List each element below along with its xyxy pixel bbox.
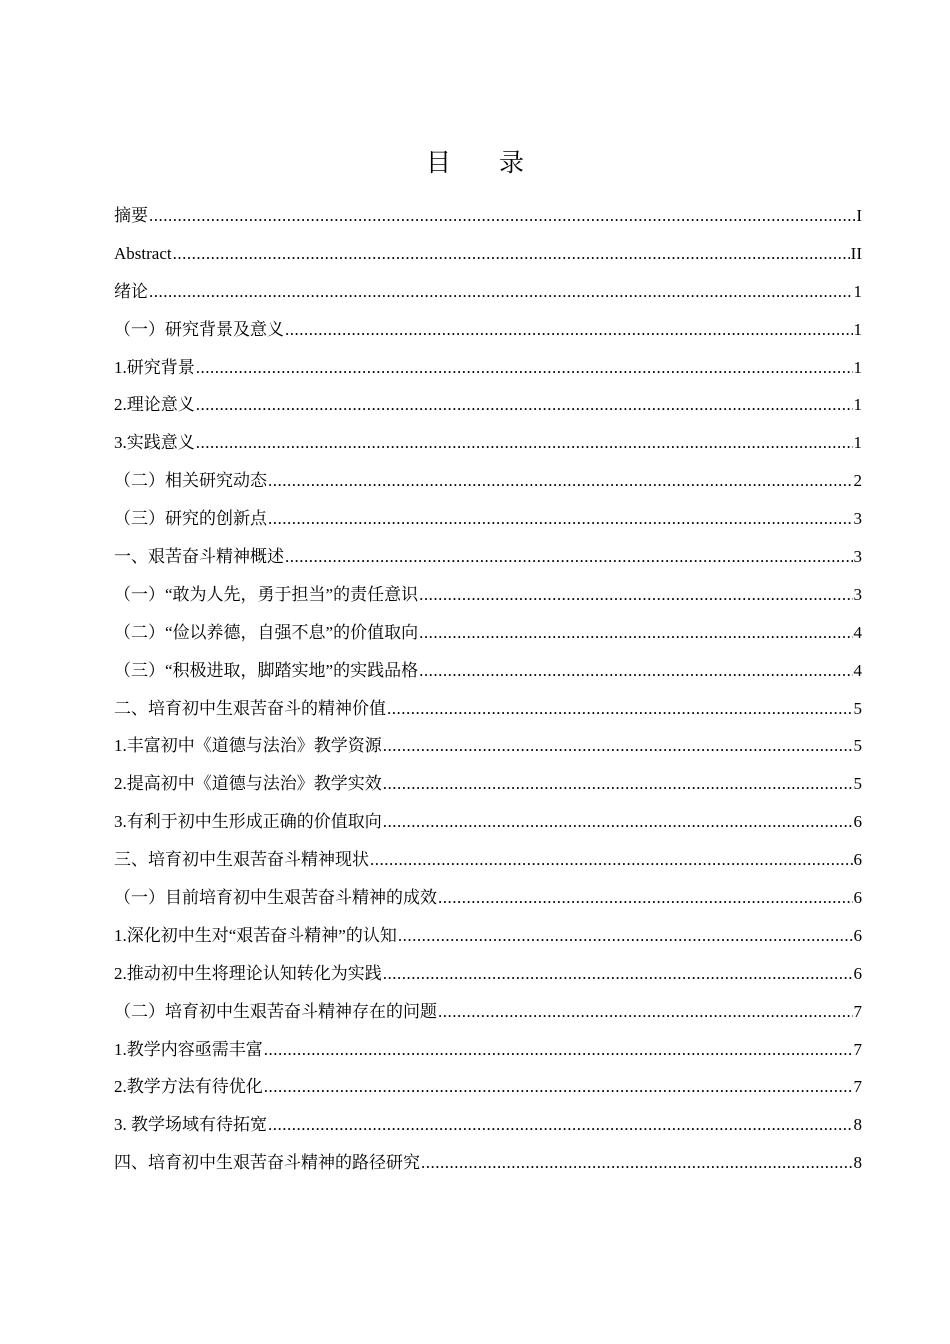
toc-entry[interactable]	[114, 273, 862, 311]
toc-dot-leader	[285, 538, 853, 576]
toc-page-number[interactable]: 7	[853, 1001, 862, 1021]
toc-page-number[interactable]: 1	[853, 357, 862, 377]
toc-dot-leader	[419, 652, 852, 690]
toc-dot-leader	[149, 273, 853, 311]
toc-entry-text[interactable]: 2.推动初中生将理论认知转化为实践	[114, 963, 382, 983]
toc-dot-leader	[419, 576, 852, 614]
toc-entry[interactable]	[114, 424, 862, 462]
toc-page-number[interactable]: 4	[853, 660, 862, 680]
toc-dot-leader	[196, 386, 853, 424]
toc-dot-leader	[438, 879, 853, 917]
toc-dot-leader	[370, 841, 853, 879]
toc-entry-text[interactable]: 摘要	[114, 206, 148, 225]
toc-dot-leader	[268, 462, 853, 500]
toc-page-number[interactable]: 3	[853, 584, 862, 604]
toc-entry-text[interactable]: 二、培育初中生艰苦奋斗的精神价值	[114, 698, 386, 718]
toc-dot-leader	[383, 727, 853, 765]
toc-entry-text[interactable]: （二）“俭以养德，自强不息”的价值取向	[114, 622, 419, 642]
toc-page-number[interactable]: 4	[853, 622, 862, 642]
toc-entry[interactable]	[114, 311, 862, 349]
toc-entry-text[interactable]: 1.深化初中生对“艰苦奋斗精神”的认知	[114, 925, 397, 945]
toc-entry[interactable]	[114, 500, 862, 538]
toc-page-number[interactable]: 2	[853, 471, 862, 491]
toc-entry-text[interactable]: （一）研究背景及意义	[114, 319, 284, 339]
toc-entry[interactable]	[114, 538, 862, 576]
toc-page-number[interactable]: 5	[853, 736, 862, 756]
toc-entry[interactable]	[114, 690, 862, 728]
toc-entry[interactable]	[114, 614, 862, 652]
toc-dot-leader	[285, 311, 853, 349]
toc-dot-leader	[268, 500, 853, 538]
toc-dot-leader	[264, 1031, 853, 1069]
toc-dot-leader	[264, 1068, 853, 1106]
toc-dot-leader	[268, 1106, 853, 1144]
toc-dot-leader	[383, 955, 853, 993]
toc-page-number[interactable]: 1	[853, 433, 862, 453]
toc-entry[interactable]	[114, 917, 862, 955]
toc-title-char-2: 录	[499, 150, 525, 177]
toc-entry[interactable]	[114, 386, 862, 424]
toc-entry[interactable]	[114, 803, 862, 841]
toc-page-number[interactable]: 5	[853, 698, 862, 718]
toc-entry[interactable]	[114, 841, 862, 879]
toc-entry-text[interactable]: 2.理论意义	[114, 395, 195, 415]
toc-page-number[interactable]: 3	[853, 547, 862, 567]
toc-page-number[interactable]: 3	[853, 509, 862, 529]
toc-dot-leader	[196, 424, 853, 462]
table-of-contents	[114, 197, 862, 1182]
toc-page-number[interactable]: 6	[853, 888, 862, 908]
toc-page-number[interactable]: 7	[853, 1039, 862, 1059]
toc-entry-text[interactable]: 1.教学内容亟需丰富	[114, 1039, 263, 1059]
toc-entry-text[interactable]: 3. 教学场域有待拓宽	[114, 1115, 267, 1135]
toc-entry-text[interactable]: （三）研究的创新点	[114, 509, 267, 529]
toc-dot-leader	[383, 803, 853, 841]
toc-dot-leader	[387, 690, 853, 728]
toc-dot-leader	[398, 917, 853, 955]
toc-entry-text[interactable]: （二）培育初中生艰苦奋斗精神存在的问题	[114, 1001, 437, 1021]
toc-entry-text[interactable]: 四、培育初中生艰苦奋斗精神的路径研究	[114, 1153, 420, 1173]
toc-page-number[interactable]: II	[850, 243, 862, 263]
toc-entry-text[interactable]: 三、培育初中生艰苦奋斗精神现状	[114, 850, 369, 870]
toc-entry[interactable]	[114, 1068, 862, 1106]
toc-entry[interactable]	[114, 727, 862, 765]
toc-entry[interactable]	[114, 1031, 862, 1069]
toc-entry-text[interactable]: 3.有利于初中生形成正确的价值取向	[114, 812, 382, 832]
toc-page-number[interactable]: 6	[853, 850, 862, 870]
toc-entry-text[interactable]: 1.研究背景	[114, 357, 195, 377]
toc-page-number[interactable]: 1	[853, 395, 862, 415]
toc-page-number[interactable]: 1	[853, 281, 862, 301]
toc-entry-text[interactable]: 1.丰富初中《道德与法治》教学资源	[114, 736, 382, 756]
toc-entry-text[interactable]: （三）“积极进取，脚踏实地”的实践品格	[114, 660, 419, 680]
toc-entry[interactable]	[114, 197, 862, 235]
toc-page-number[interactable]: 5	[853, 774, 862, 794]
toc-page-number[interactable]: 6	[853, 925, 862, 945]
toc-dot-leader	[438, 993, 853, 1031]
toc-entry[interactable]	[114, 235, 862, 273]
toc-entry[interactable]	[114, 1144, 862, 1182]
toc-page-number[interactable]: 7	[853, 1077, 862, 1097]
toc-entry[interactable]	[114, 993, 862, 1031]
toc-entry-text[interactable]: （一）目前培育初中生艰苦奋斗精神的成效	[114, 888, 437, 908]
toc-title	[0, 146, 950, 182]
toc-dot-leader	[421, 1144, 853, 1182]
toc-entry-text[interactable]: Abstract	[114, 243, 172, 263]
toc-dot-leader	[419, 614, 852, 652]
toc-entry-text[interactable]: （一）“敢为人先，勇于担当”的责任意识	[114, 584, 419, 604]
toc-entry-text[interactable]: 2.教学方法有待优化	[114, 1077, 263, 1097]
toc-entry[interactable]	[114, 652, 862, 690]
toc-dot-leader	[149, 197, 855, 235]
toc-entry[interactable]	[114, 576, 862, 614]
toc-page-number[interactable]: I	[856, 206, 862, 225]
toc-title-char-1: 目	[425, 150, 451, 177]
toc-entry[interactable]	[114, 349, 862, 387]
toc-entry-text[interactable]: 一、艰苦奋斗精神概述	[114, 547, 284, 567]
toc-entry-text[interactable]: （二）相关研究动态	[114, 471, 267, 491]
toc-dot-leader	[173, 235, 850, 273]
toc-page-number[interactable]: 8	[853, 1115, 862, 1135]
toc-page-number[interactable]: 6	[853, 812, 862, 832]
toc-entry-text[interactable]: 3.实践意义	[114, 433, 195, 453]
toc-dot-leader	[196, 349, 853, 387]
toc-entry[interactable]	[114, 879, 862, 917]
toc-entry[interactable]	[114, 765, 862, 803]
toc-page-number[interactable]: 1	[853, 319, 862, 339]
toc-dot-leader	[383, 765, 853, 803]
toc-entry[interactable]	[114, 955, 862, 993]
toc-entry-text[interactable]: 绪论	[114, 281, 148, 301]
toc-entry[interactable]	[114, 1106, 862, 1144]
toc-page-number[interactable]: 8	[853, 1153, 862, 1173]
toc-page-number[interactable]: 6	[853, 963, 862, 983]
toc-entry-text[interactable]: 2.提高初中《道德与法治》教学实效	[114, 774, 382, 794]
toc-entry[interactable]	[114, 462, 862, 500]
